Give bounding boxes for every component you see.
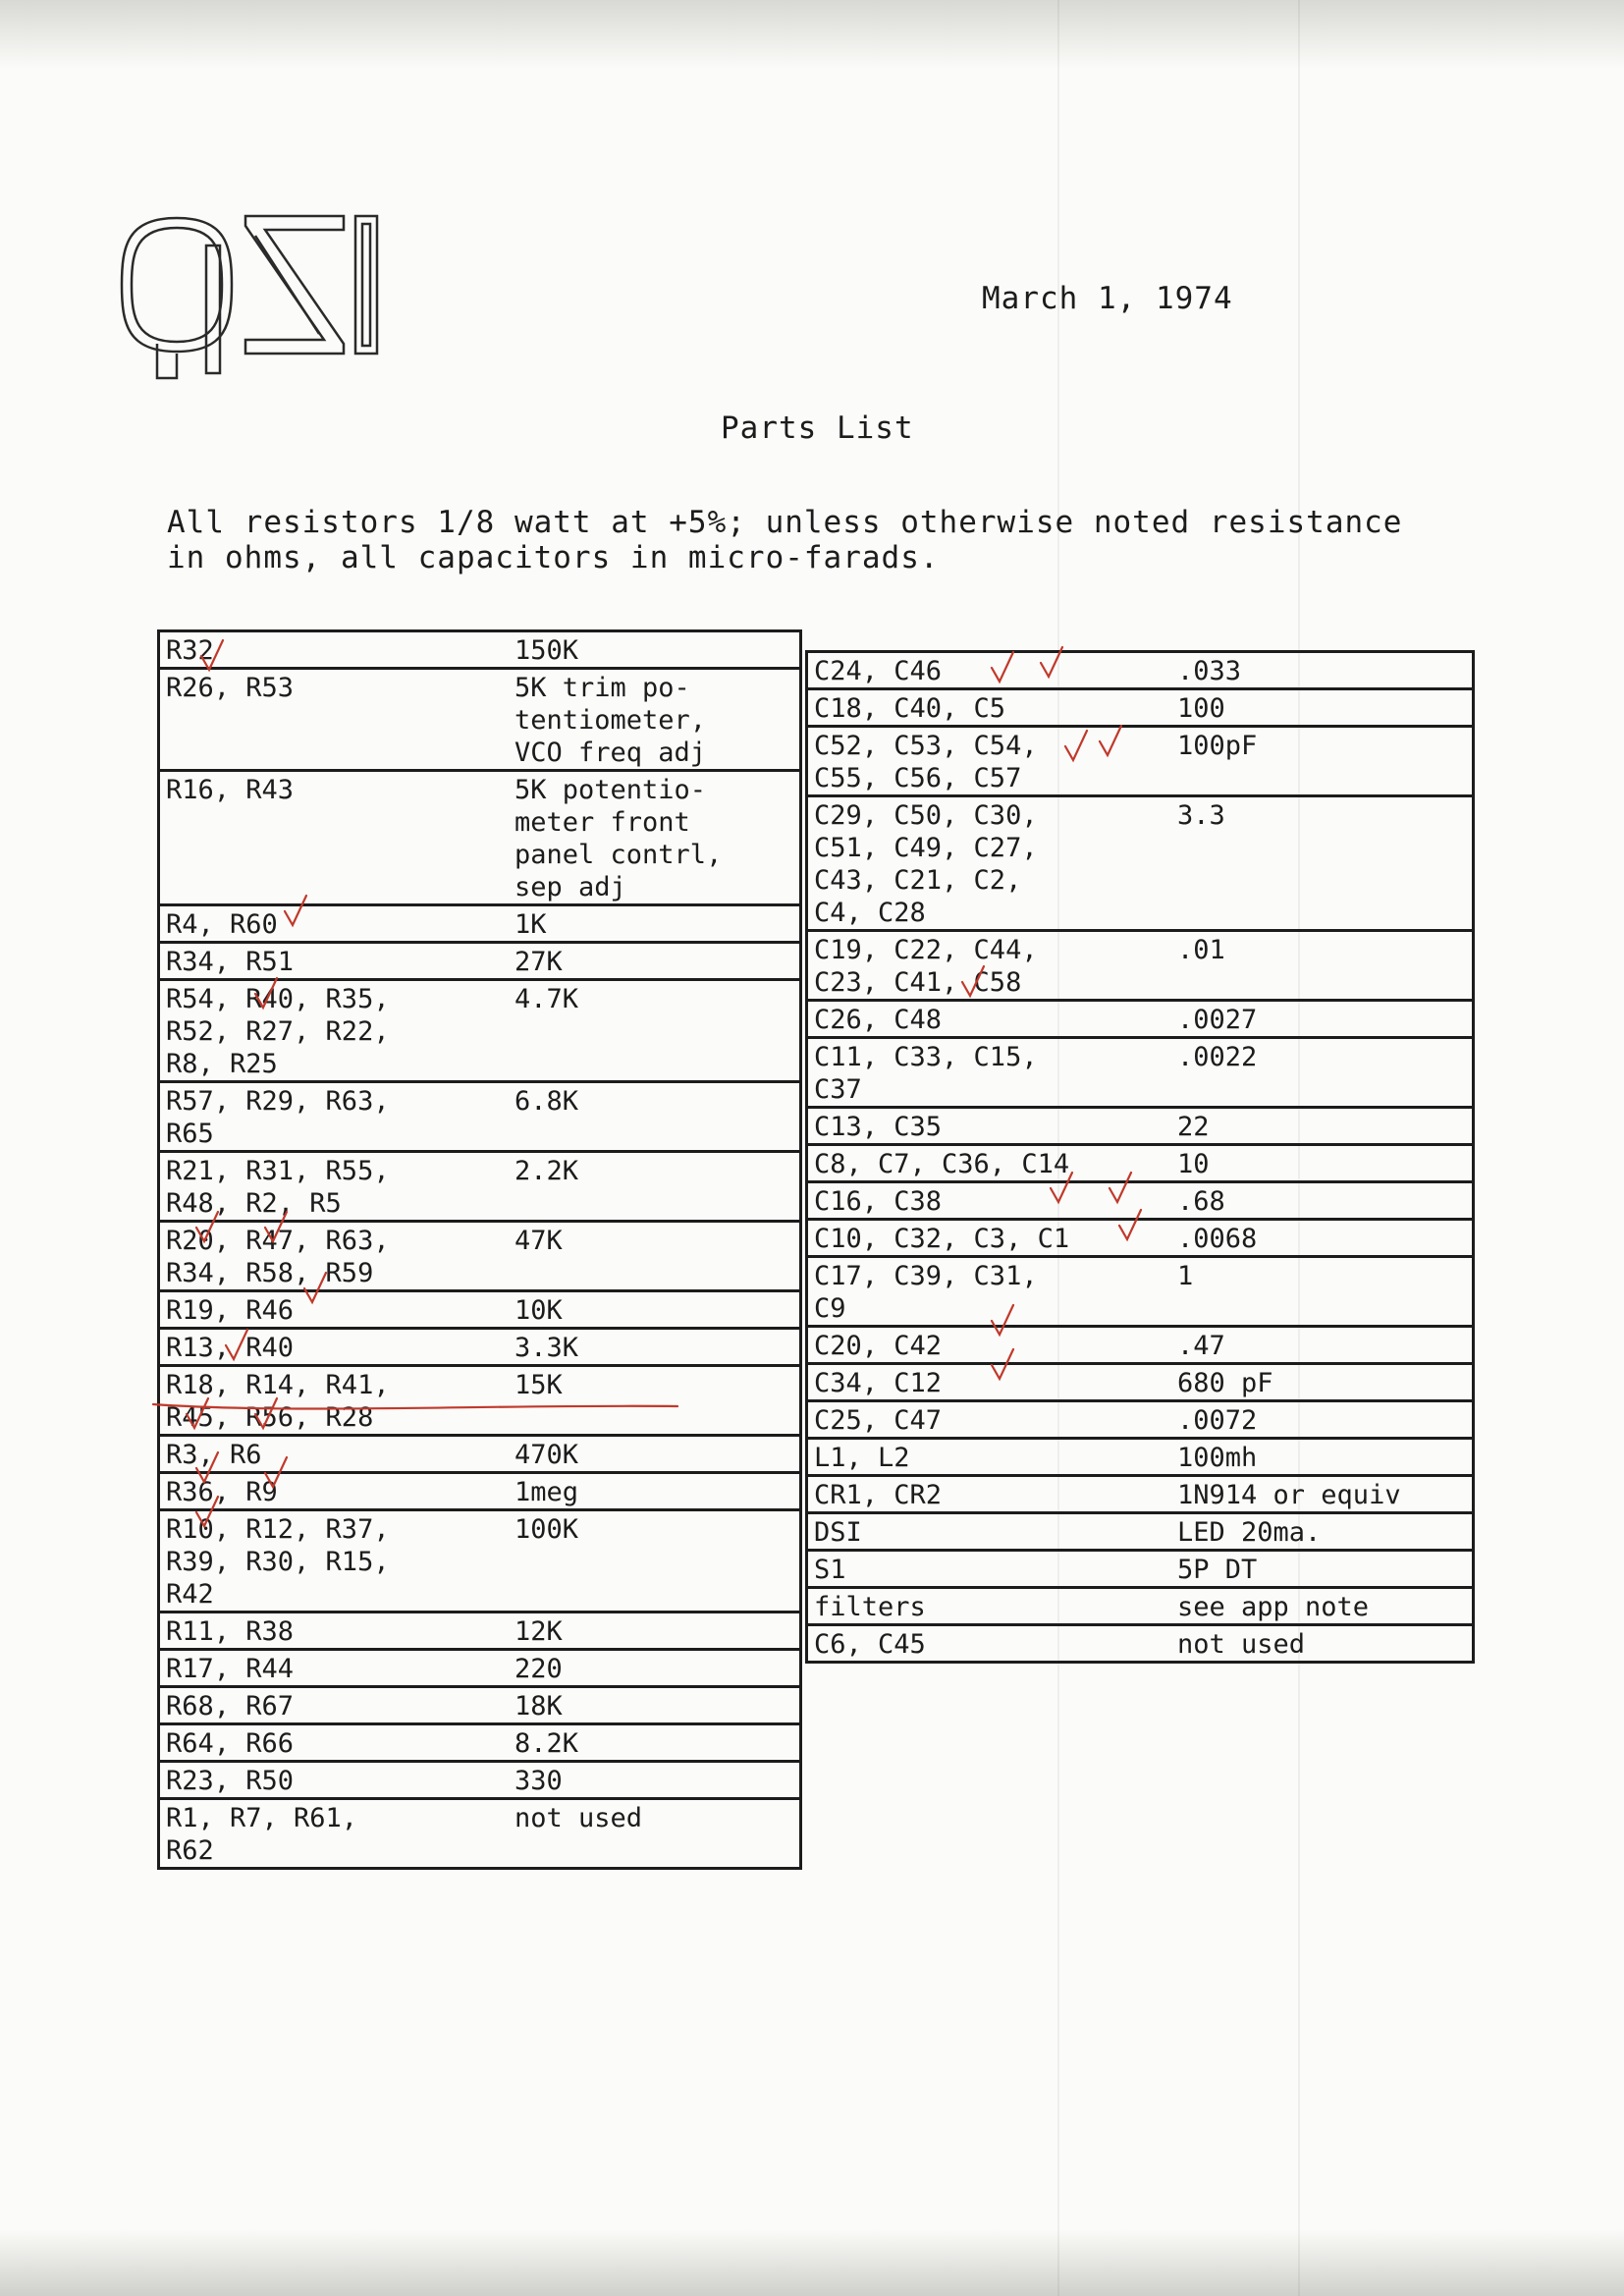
table-row [160,1330,799,1367]
table-row [808,797,1472,932]
part-reference: R20, R47, R63, R34, R58, R59 [166,1226,390,1288]
scan-edge-bottom [0,2229,1624,2296]
part-value: 100 [1177,693,1225,724]
part-value: .0072 [1177,1405,1258,1436]
part-value: .47 [1177,1331,1225,1361]
table-row [160,1223,799,1292]
part-value: see app note [1177,1592,1370,1622]
table-row [160,772,799,906]
table-row [808,690,1472,728]
part-value: 470K [514,1440,579,1470]
part-value: 1 [1177,1261,1194,1291]
part-value: 3.3K [514,1333,579,1363]
part-reference: C16, C38 [814,1186,943,1217]
intro-note: All resistors 1/8 watt at +5%; unless otherwise noted resistance in ohms, all capacitors in micro-farads. [167,505,1403,575]
part-reference: R3, R6 [166,1440,262,1470]
part-reference: C20, C42 [814,1331,943,1361]
part-value: .033 [1177,656,1242,686]
part-value: 22 [1177,1112,1210,1142]
part-reference: S1 [814,1555,846,1585]
part-reference: C29, C50, C30, C51, C49, C27, C43, C21, C2, C4, C28 [814,800,1038,928]
table-row [808,1258,1472,1328]
part-reference: C17, C39, C31, C9 [814,1261,1038,1324]
page-title: Parts List [721,410,914,446]
part-value: not used [514,1803,643,1833]
table-row [808,1221,1472,1258]
part-value: 330 [514,1766,563,1796]
part-value: 1N914 or equiv [1177,1480,1401,1510]
resistor-table [157,629,802,1870]
part-value: 1K [514,909,547,940]
part-value: 5K potentio- meter front panel contrl, sep adj [514,775,723,902]
part-reference: R64, R66 [166,1728,295,1759]
part-reference: R21, R31, R55, R48, R2, R5 [166,1156,390,1219]
table-row [160,1688,799,1725]
table-row [160,1725,799,1763]
table-row [160,1800,799,1870]
table-row [160,670,799,772]
part-reference: R13, R40 [166,1333,295,1363]
table-row [808,1514,1472,1552]
part-reference: C26, C48 [814,1005,943,1035]
part-reference: R34, R51 [166,947,295,977]
scan-edge-top [0,0,1624,69]
table-row [160,1083,799,1153]
part-reference: C8, C7, C36, C14 [814,1149,1070,1179]
part-value: 10K [514,1295,563,1326]
table-row [808,1109,1472,1146]
part-value: 680 pF [1177,1368,1273,1398]
part-value: 27K [514,947,563,977]
part-value: 15K [514,1370,563,1400]
part-reference: R57, R29, R63, R65 [166,1086,390,1149]
part-reference: R19, R46 [166,1295,295,1326]
part-reference: R1, R7, R61, R62 [166,1803,358,1866]
part-value: 3.3 [1177,800,1225,831]
table-row [160,1437,799,1474]
table-row [808,1039,1472,1109]
part-reference: R16, R43 [166,775,295,805]
part-value: 18K [514,1691,563,1722]
part-reference: C25, C47 [814,1405,943,1436]
table-row [160,1613,799,1651]
table-row [808,653,1472,690]
part-reference: CR1, CR2 [814,1480,943,1510]
part-reference: filters [814,1592,926,1622]
part-reference: R26, R53 [166,673,295,703]
part-reference: R32 [166,635,214,666]
table-row [160,906,799,944]
table-row [160,1153,799,1223]
part-reference: C52, C53, C54, C55, C56, C57 [814,731,1038,793]
part-value: 100K [514,1514,579,1545]
table-row [808,1002,1472,1039]
part-reference: R68, R67 [166,1691,295,1722]
table-row [160,1292,799,1330]
part-value: not used [1177,1629,1306,1660]
table-row [808,1146,1472,1183]
part-value: 100pF [1177,731,1258,761]
part-reference: R11, R38 [166,1616,295,1647]
table-row [160,1763,799,1800]
part-value: 12K [514,1616,563,1647]
part-value: 1meg [514,1477,579,1507]
part-value: 5K trim po- tentiometer, VCO freq adj [514,673,707,768]
part-reference: C18, C40, C5 [814,693,1006,724]
table-row [808,728,1472,797]
part-value: .68 [1177,1186,1225,1217]
table-row [808,932,1472,1002]
part-value: 5P DT [1177,1555,1258,1585]
part-value: 100mh [1177,1443,1258,1473]
part-value: .01 [1177,935,1225,965]
document-date: March 1, 1974 [982,281,1233,316]
part-reference: R4, R60 [166,909,278,940]
part-value: 8.2K [514,1728,579,1759]
part-value: LED 20ma. [1177,1517,1322,1548]
part-value: 150K [514,635,579,666]
part-reference: C34, C12 [814,1368,943,1398]
part-reference: C13, C35 [814,1112,943,1142]
part-value: 6.8K [514,1086,579,1117]
part-reference: C10, C32, C3, C1 [814,1224,1070,1254]
table-row [808,1552,1472,1589]
part-reference: C24, C46 [814,656,943,686]
part-reference: R36, R9 [166,1477,278,1507]
part-reference: R18, R14, R41, R45, R56, R28 [166,1370,390,1433]
part-value: 47K [514,1226,563,1256]
part-reference: C19, C22, C44, C23, C41, C58 [814,935,1038,998]
table-row [160,1367,799,1437]
part-reference: R10, R12, R37, R39, R30, R15, R42 [166,1514,390,1610]
table-row [160,1474,799,1511]
part-reference: C6, C45 [814,1629,926,1660]
table-row [160,1651,799,1688]
part-value: 10 [1177,1149,1210,1179]
table-row [808,1402,1472,1440]
qsi-logo [118,206,383,383]
table-row [160,1511,799,1613]
part-value: 2.2K [514,1156,579,1186]
part-reference: C11, C33, C15, C37 [814,1042,1038,1105]
part-reference: R23, R50 [166,1766,295,1796]
part-value: .0022 [1177,1042,1258,1072]
part-reference: L1, L2 [814,1443,910,1473]
capacitor-table [805,650,1475,1664]
part-reference: DSI [814,1517,862,1548]
table-row [808,1183,1472,1221]
table-row [808,1328,1472,1365]
table-row [808,1440,1472,1477]
part-reference: R17, R44 [166,1654,295,1684]
part-value: .0027 [1177,1005,1258,1035]
part-value: 220 [514,1654,563,1684]
table-row [160,981,799,1083]
table-row [808,1365,1472,1402]
part-value: .0068 [1177,1224,1258,1254]
table-row [160,632,799,670]
part-reference: R54, R40, R35, R52, R27, R22, R8, R25 [166,984,390,1079]
table-row [160,944,799,981]
part-value: 4.7K [514,984,579,1014]
table-row [808,1477,1472,1514]
table-row [808,1626,1472,1664]
table-row [808,1589,1472,1626]
